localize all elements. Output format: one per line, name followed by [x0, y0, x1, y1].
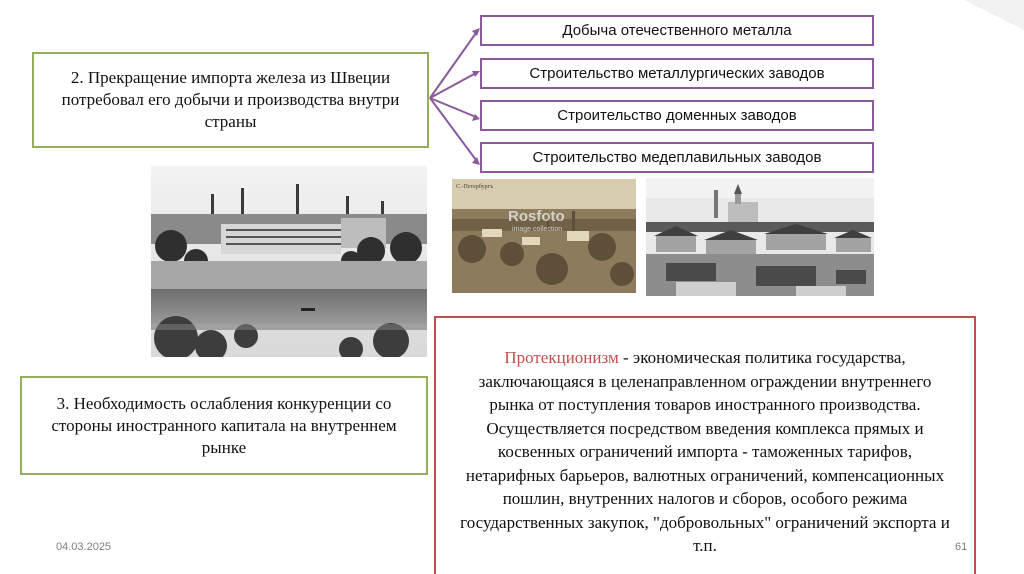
- consequence-text-4: Строительство медеплавильных заводов: [532, 149, 822, 166]
- reason-box-2: [32, 52, 429, 148]
- reason-box-3: [20, 376, 428, 475]
- photo-watermark-sub: image collection: [512, 226, 563, 233]
- definition-text: - экономическая политика государства, заключающаяся в целенаправленном ограждении внутреннего рынка от поступления товаров иностранного производства. Осуществляется посредством введения комплекса прямых и косвенных ограничений импорта - таможенных тарифов, нетарифных барьеров, валютных ограничений, компенсационных пошлин, внутренних налогов и сборов, особого режима государственных закупок, "добровольных" ограничений экспорта и т.п.: [460, 348, 950, 555]
- definition-term: Протекционизм: [504, 348, 619, 367]
- consequence-text-3: Строительство доменных заводов: [557, 107, 797, 124]
- factory-river-photo: [151, 166, 427, 357]
- consequence-box-1: [480, 15, 874, 46]
- consequence-box-3: [480, 100, 874, 131]
- consequence-text-1: Добыча отечественного металла: [562, 22, 792, 39]
- consequence-box-2: [480, 58, 874, 89]
- footer-date: 04.03.2025: [56, 541, 112, 553]
- photo-caption-city: С.-Петербургъ: [456, 184, 494, 190]
- consequence-box-4: [480, 142, 874, 173]
- village-church-photo: [646, 178, 874, 296]
- protectionism-definition-box: [434, 316, 976, 574]
- reason-box-3-text: 3. Необходимость ослабления конкуренции со стороны иностранного капитала на внутреннем рынке: [51, 393, 397, 457]
- sepia-town-photo: [452, 179, 636, 293]
- reason-box-2-text: 2. Прекращение импорта железа из Швеции потребовал его добычи и производства внутри страны: [61, 68, 400, 131]
- photo-watermark: Rosfoto: [508, 208, 565, 225]
- corner-decoration: [934, 0, 1024, 30]
- page-number: 61: [955, 541, 968, 553]
- branch-arrows: [428, 20, 488, 180]
- consequence-text-2: Строительство металлургических заводов: [529, 65, 825, 82]
